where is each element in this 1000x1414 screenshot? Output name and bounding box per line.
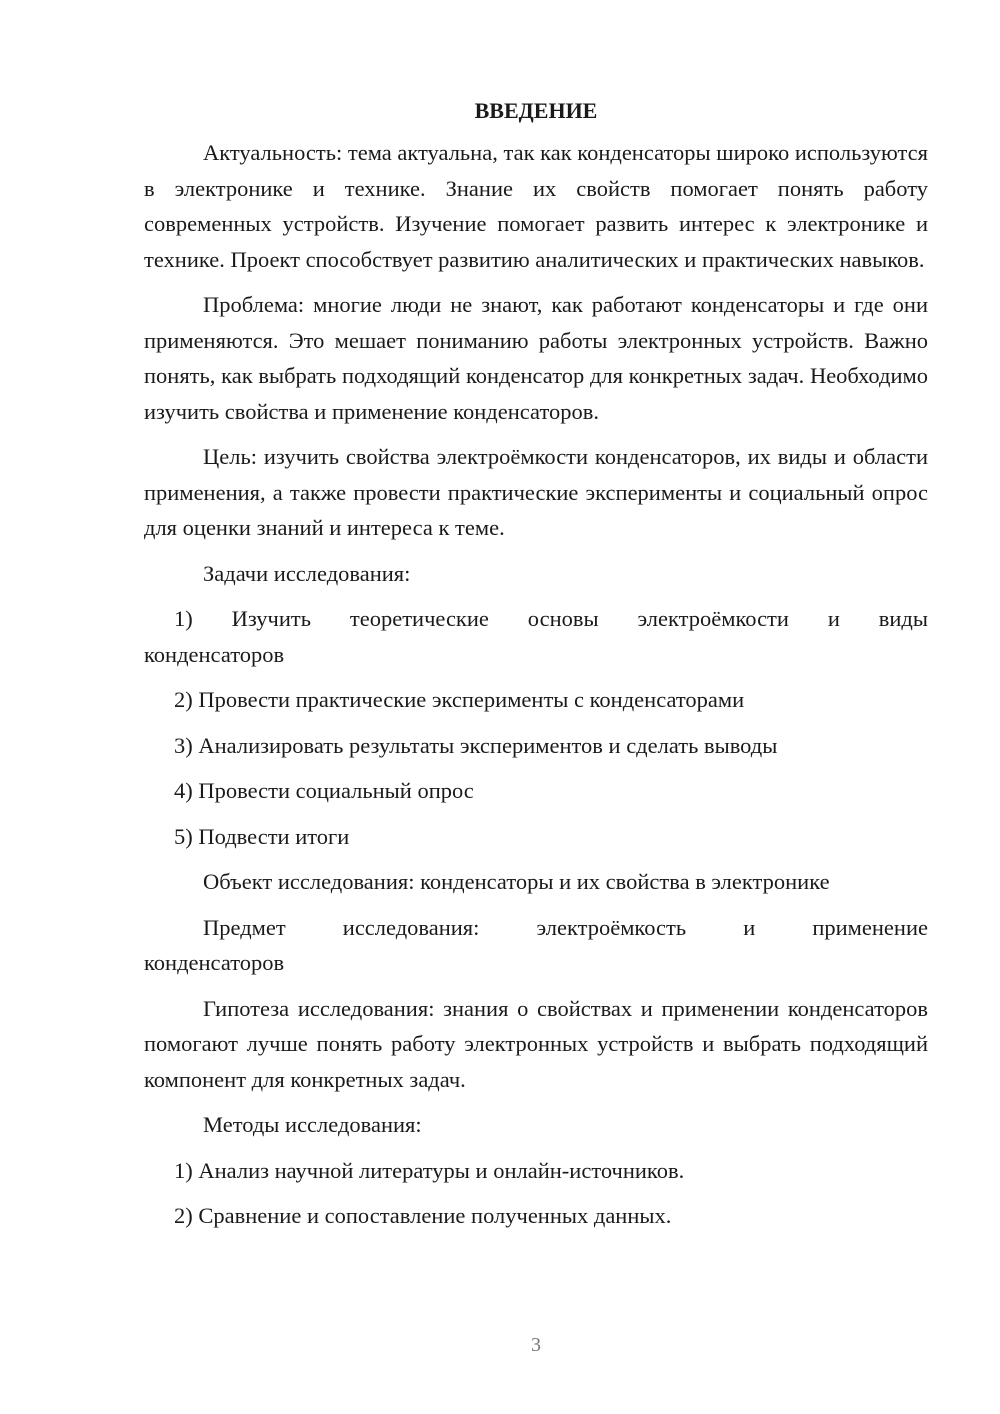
- subject-paragraph: [144, 910, 928, 981]
- subject-continuation: конденсаторов: [144, 950, 285, 975]
- page-number: 3: [531, 1334, 541, 1356]
- method-item-1: 1) Анализ научной литературы и онлайн-источников.: [174, 1157, 685, 1183]
- relevance-paragraph: Актуальность: тема актуальна, так как конденсаторы широко используются в электронике и технике. Знание их свойств помогает понять работу современных устройств. Изучение помогает развить интерес к электронике и технике. Проект способствует развитию аналитических и практических навыков.: [144, 140, 928, 272]
- task-item-1-word: 1): [174, 606, 193, 631]
- tasks-title: Задачи исследования:: [203, 560, 411, 586]
- subject-word: Предмет: [203, 914, 286, 940]
- task-item-4: 4) Провести социальный опрос: [174, 778, 474, 803]
- task-item-5: 5) Подвести итоги: [174, 823, 350, 849]
- hypothesis-paragraph: Гипотеза исследования: знания о свойствах и применении конденсаторов помогают лучше понять работу электронных устройств и выбрать подходящий компонент для конкретных задач.: [144, 995, 928, 1092]
- task-item-1-word: Изучить: [231, 606, 312, 631]
- subject-word: и: [743, 914, 756, 940]
- task-item-1-word: теоретические: [349, 606, 489, 631]
- task-item-3: 3) Анализировать результаты экспериментов и сделать выводы: [174, 732, 778, 758]
- task-item-1-word: основы: [527, 606, 599, 631]
- subject-line: [144, 910, 928, 946]
- subject-word: применение: [812, 914, 928, 940]
- goal-paragraph: Цель: изучить свойства электроёмкости конденсаторов, их виды и области применения, а также провести практические эксперименты и социальный опрос для оценки знаний и интереса к теме.: [144, 444, 928, 540]
- task-item-2: 2) Провести практические эксперименты с конденсаторами: [174, 687, 745, 712]
- task-item-1-word: и: [827, 606, 840, 631]
- task-item-1-word: виды: [878, 606, 928, 631]
- section-heading: ВВЕДЕНИЕ: [474, 98, 598, 123]
- subject-word: исследования:: [342, 914, 480, 940]
- task-item-1: [144, 601, 928, 672]
- task-item-1-line: [144, 601, 928, 637]
- subject-word: электроёмкость: [536, 914, 687, 940]
- methods-title: Методы исследования:: [203, 1112, 422, 1137]
- object-paragraph: Объект исследования: конденсаторы и их свойства в электронике: [203, 869, 830, 894]
- method-item-2: 2) Сравнение и сопоставление полученных данных.: [174, 1203, 672, 1228]
- task-item-1-continuation: конденсаторов: [144, 641, 285, 667]
- task-item-1-word: электроёмкости: [637, 606, 789, 631]
- problem-paragraph: Проблема: многие люди не знают, как работают конденсаторы и где они применяются. Это мешает пониманию работы электронных устройств. Важно понять, как выбрать подходящий конденсатор для конкретных задач. Необходимо изучить свойства и применение конденсаторов.: [144, 292, 928, 424]
- document-page: [144, 96, 928, 1244]
